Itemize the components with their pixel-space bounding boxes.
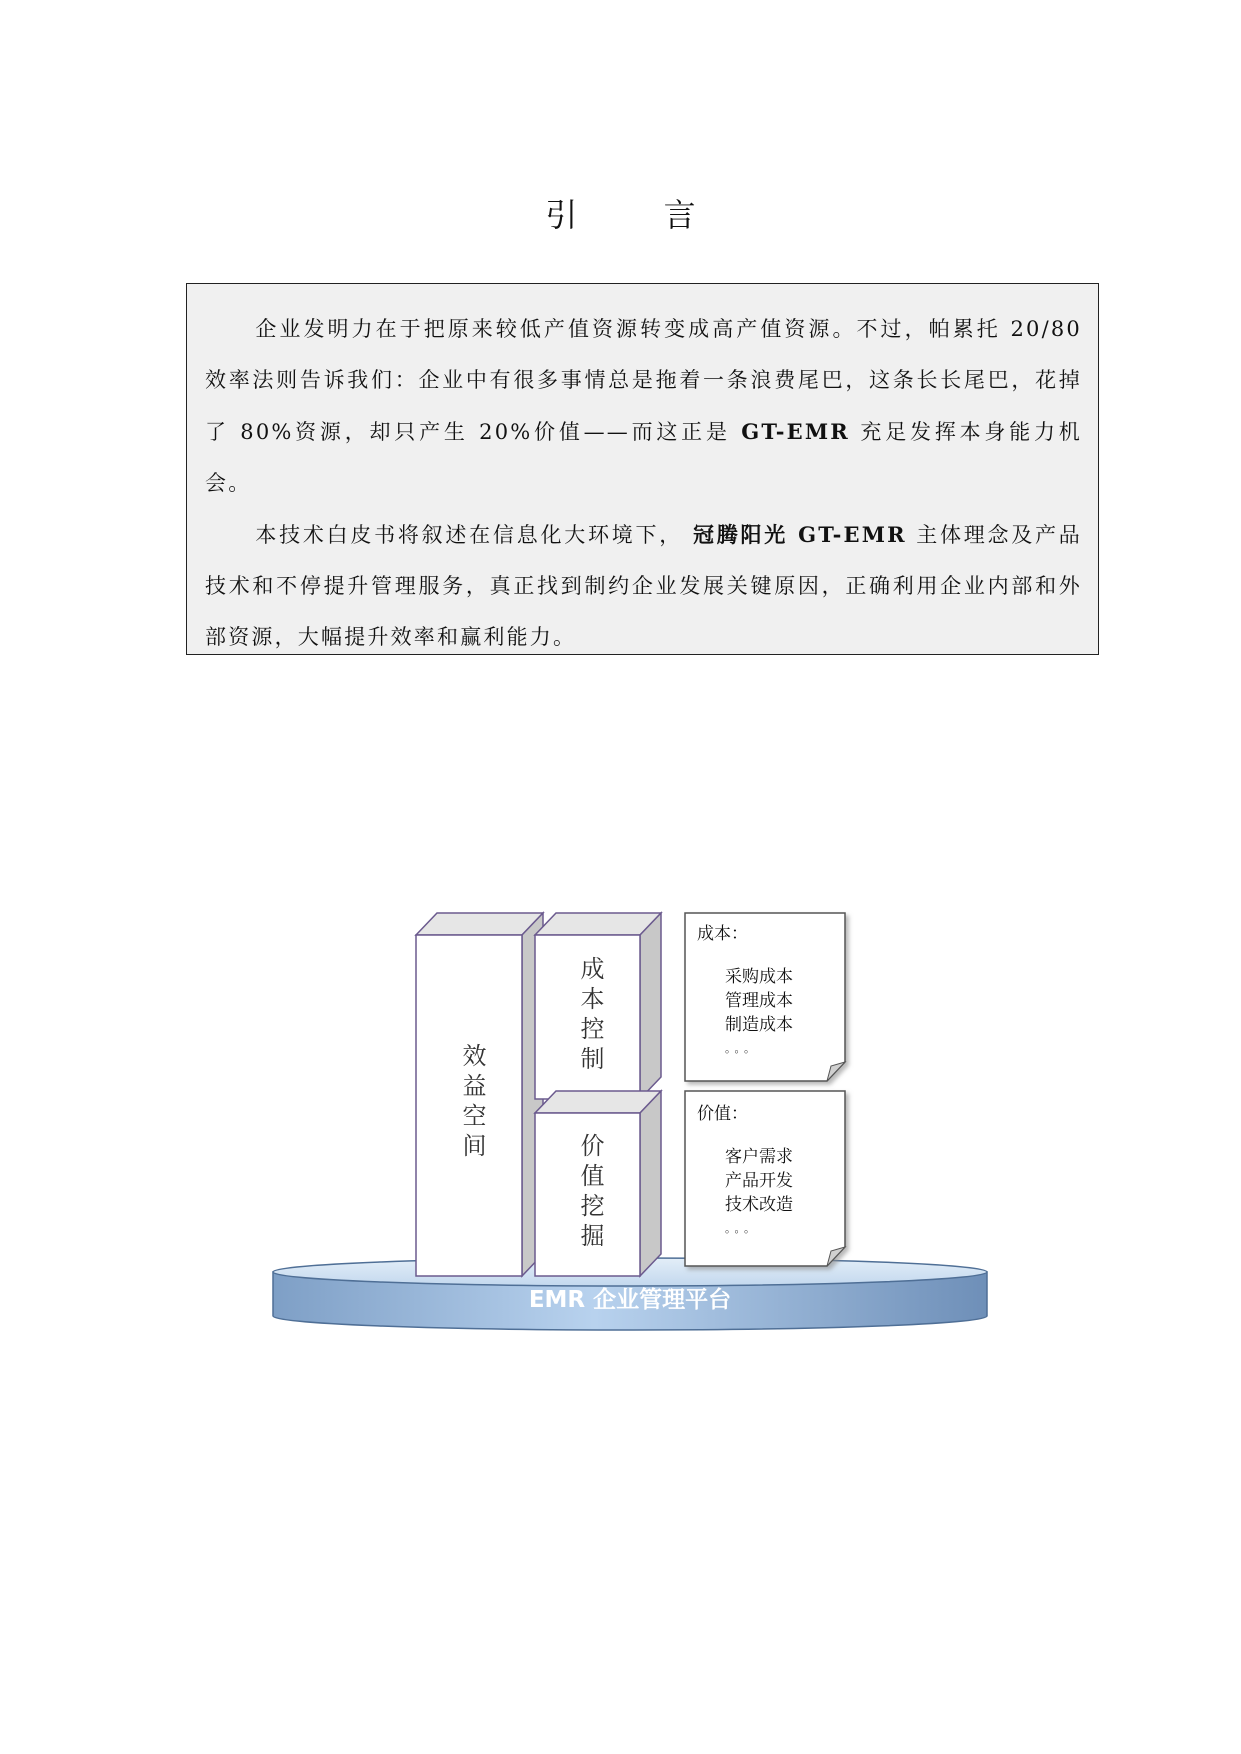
block-top <box>535 913 661 935</box>
block-side <box>640 1091 661 1276</box>
intro-p2-text-end: 主体理念及产品技术和不停提升管理服务，真正找到制约企业发展关键原因，正确利用企业内部和外部资源，大幅提升效率和赢利能力。 <box>205 523 1082 649</box>
note-cost-item: 制造成本 <box>725 1015 793 1035</box>
note-cost-item: 。。。 <box>725 1042 759 1055</box>
label-value-mining: 价值挖掘 <box>576 1133 604 1253</box>
block-side <box>640 913 661 1099</box>
block-top <box>535 1091 661 1113</box>
note-value-item: 技术改造 <box>725 1195 793 1215</box>
note-cost-items <box>725 965 793 1061</box>
note-value-item: 产品开发 <box>725 1171 793 1191</box>
block-top <box>416 913 543 935</box>
intro-p2-bold: 冠腾阳光 GT-EMR <box>682 522 907 547</box>
intro-p2-text: 本技术白皮书将叙述在信息化大环境下， <box>255 523 683 547</box>
intro-p1-bold: GT-EMR <box>741 419 850 444</box>
platform-label: EMR 企业管理平台 <box>528 1287 732 1313</box>
intro-p1-text-end: 充足发挥本身能力机会。 <box>205 420 1082 495</box>
note-value-item: 客户需求 <box>725 1147 793 1167</box>
intro-p1-text: 企业发明力在于把原来较低产值资源转变成高产值资源。不过，帕累托 20/80 效率法则告诉我们：企业中有很多事情总是拖着一条浪费尾巴，这条长长尾巴，花掉了 80%资源，却只产生 20%价值——而这正是 <box>205 317 1082 444</box>
page-title: 引 言 <box>545 196 734 234</box>
label-cost-control: 成本控制 <box>576 956 604 1076</box>
note-cost-heading: 成本： <box>697 924 748 944</box>
note-value-item: 。。。 <box>725 1222 759 1235</box>
label-benefit-space: 效益空间 <box>458 1043 486 1163</box>
note-cost-item: 采购成本 <box>725 967 793 987</box>
note-value-heading: 价值： <box>697 1104 748 1124</box>
note-cost-item: 管理成本 <box>725 991 793 1011</box>
note-value-items <box>725 1145 793 1241</box>
